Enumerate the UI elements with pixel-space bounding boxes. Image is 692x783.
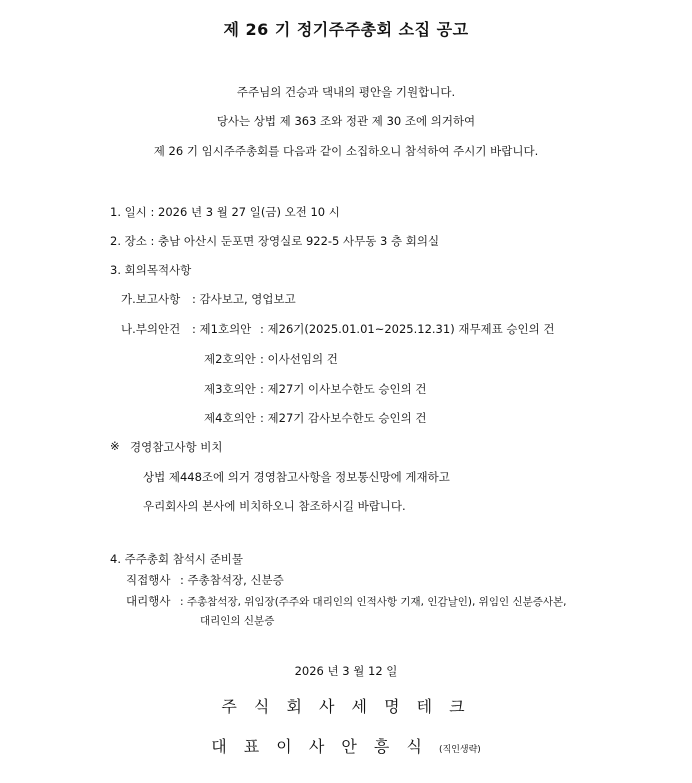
meeting-date: 1. 일시 : 2026 년 3 월 27 일(금) 오전 10 시 (110, 205, 340, 219)
report-label: 가.보고사항 (121, 292, 181, 306)
agenda-heading: 3. 회의목적사항 (110, 263, 192, 277)
ceo-name: 대 표 이 사 안 흥 식 (211, 737, 428, 756)
resolution-text-1: : 제26기(2025.01.01~2025.12.31) 재무제표 승인의 건 (260, 322, 555, 336)
greeting-line-3: 제 26 기 임시주주총회를 다음과 같이 소집하오니 참석하여 주시기 바랍니다. (153, 144, 539, 158)
resolution-no-4: 제4호의안 (204, 411, 256, 425)
proxy-label: 대리행사 (126, 594, 171, 608)
resolution-no-3: 제3호의안 (204, 382, 256, 396)
direct-label: 직접행사 (126, 573, 171, 587)
seal-note: (직인생략) (439, 745, 481, 755)
resolution-text-3: : 제27기 이사보수한도 승인의 건 (260, 382, 427, 396)
resolution-text-4: : 제27기 감사보수한도 승인의 건 (260, 411, 427, 425)
notice-date: 2026 년 3 월 12 일 (294, 664, 398, 678)
resolution-label: 나.부의안건 (121, 322, 181, 336)
prep-heading: 4. 주주총회 참석시 준비물 (110, 552, 244, 566)
greeting-line-2: 당사는 상법 제 363 조와 정관 제 30 조에 의거하여 (216, 114, 476, 128)
notice-heading: 경영참고사항 비치 (130, 440, 223, 454)
proxy-value-line-1: : 주총참석장, 위임장(주주와 대리인의 인적사항 기재, 인감날인), 위임인 신분증사본, (180, 596, 567, 608)
notice-mark: ※ (110, 439, 120, 453)
report-value: : 감사보고, 영업보고 (192, 292, 296, 306)
resolution-no-1: : 제1호의안 (192, 322, 252, 336)
direct-value: : 주총참석장, 신분증 (180, 573, 284, 587)
resolution-text-2: : 이사선임의 건 (260, 352, 338, 366)
meeting-place: 2. 장소 : 충남 아산시 둔포면 장영실로 922-5 사무동 3 층 회의실 (110, 234, 440, 248)
ceo-line (0, 734, 692, 757)
notice-line-2: 우리회사의 본사에 비치하오니 참조하시길 바랍니다. (143, 499, 406, 513)
company-name: 주 식 회 사 세 명 테 크 (221, 697, 471, 716)
notice-line-1: 상법 제448조에 의거 경영참고사항을 정보통신망에 게재하고 (143, 470, 450, 484)
proxy-value-line-2: 대리인의 신분증 (200, 615, 275, 627)
greeting-line-1: 주주님의 건승과 댁내의 평안을 기원합니다. (236, 85, 456, 99)
resolution-no-2: 제2호의안 (204, 352, 256, 366)
page-title: 제 26 기 정기주주총회 소집 공고 (223, 20, 469, 39)
